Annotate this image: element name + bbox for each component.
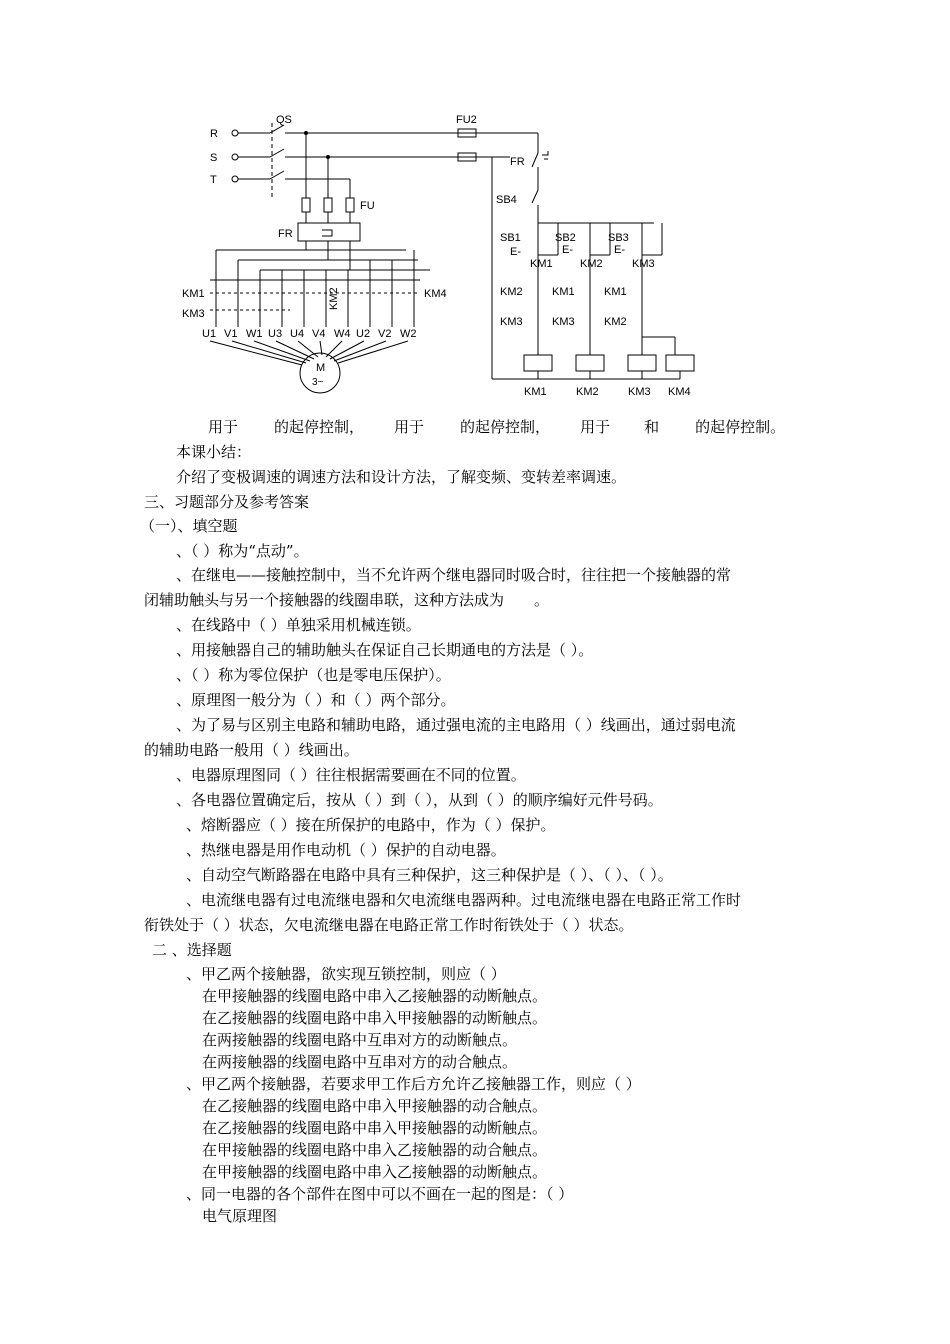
svg-text:KM1: KM1: [524, 386, 547, 398]
fill-item: 、为了易与区别主电路和辅助电路，通过强电流的主电路用（ ）线画出，通过弱电流: [176, 716, 736, 734]
qs-label: QS: [276, 114, 292, 126]
svg-text:KM1: KM1: [604, 286, 627, 298]
fill-item: 、自动空气断路器在电路中具有三种保护，这三种保护是（ ）、（ ）、（ ）。: [186, 866, 673, 884]
choice-option: 在甲接触器的线圈电路中串入乙接触器的动断触点。: [202, 987, 548, 1005]
choice-option: 在两接触器的线圈电路中互串对方的动合触点。: [202, 1053, 518, 1071]
fill-item-cont: 闭辅助触头与另一个接触器的线圈串联，这种方法成为 。: [144, 591, 550, 609]
choice-option: 在两接触器的线圈电路中互串对方的动断触点。: [202, 1031, 518, 1049]
svg-text:E-: E-: [510, 246, 521, 258]
choice-question: 、甲乙两个接触器，若要求甲工作后方允许乙接触器工作，则应（ ）: [186, 1075, 641, 1093]
svg-text:KM4: KM4: [668, 386, 691, 398]
coil-km4: [666, 355, 694, 371]
circuit-diagram: [180, 105, 740, 405]
fill-item: 、熔断器应（ ）接在所保护的电路中，作为（ ）保护。: [186, 816, 556, 834]
phase-r-label: R: [210, 128, 218, 140]
fill-blank-heading: （一）、填空题: [140, 517, 238, 535]
svg-text:V1: V1: [224, 328, 238, 340]
choice-question: 、同一电器的各个部件在图中可以不画在一起的图是：（ ）: [186, 1185, 574, 1203]
svg-text:KM3: KM3: [628, 386, 651, 398]
choice-option: 在甲接触器的线圈电路中串入乙接触器的动合触点。: [202, 1141, 548, 1159]
fill-item: 、电流继电器有过电流继电器和欠电流继电器两种。过电流继电器在电路正常工作时: [186, 891, 742, 909]
choice-option: 在乙接触器的线圈电路中串入甲接触器的动断触点。: [202, 1119, 548, 1137]
choice-option: 在甲接触器的线圈电路中串入乙接触器的动断触点。: [202, 1163, 548, 1181]
fr-control-label: FR: [510, 156, 525, 168]
km2-self-label: KM2: [580, 258, 603, 270]
svg-text:U4: U4: [290, 328, 305, 340]
intro-line: 用于 的起停控制， 用于 的起停控制， 用于 和 的起停控制。: [208, 418, 786, 436]
svg-text:W4: W4: [334, 328, 351, 340]
svg-text:U1: U1: [202, 328, 217, 340]
fill-item-cont: 衔铁处于（ ）状态，欠电流继电器在电路正常工作时衔铁处于（ ）状态。: [144, 916, 634, 934]
motor-m-label: M: [316, 362, 326, 374]
coil-km2: [576, 355, 604, 371]
fill-item: 、原理图一般分为（ ）和（ ）两个部分。: [176, 691, 456, 709]
fill-item: 、电器原理图同（ ）往往根据需要画在不同的位置。: [176, 766, 526, 784]
sb3-label: SB3: [608, 232, 629, 244]
fill-item: 、热继电器是用作电动机（ ）保护的自动电器。: [186, 841, 506, 859]
svg-text:KM1: KM1: [552, 286, 575, 298]
fill-item: 、在线路中（ ）单独采用机械连锁。: [176, 616, 421, 634]
choice-question: 、甲乙两个接触器，欲实现互锁控制，则应（ ）: [186, 965, 506, 983]
km1-self-label: KM1: [530, 258, 553, 270]
summary-text: 介绍了变极调速的调速方法和设计方法，了解变频、变转差率调速。: [176, 468, 627, 486]
fu2-label: FU2: [456, 114, 477, 126]
choice-option: 在乙接触器的线圈电路中串入甲接触器的动断触点。: [202, 1009, 548, 1027]
choice-option: 在乙接触器的线圈电路中串入甲接触器的动合触点。: [202, 1097, 548, 1115]
svg-text:KM2: KM2: [576, 386, 599, 398]
svg-text:E-: E-: [562, 244, 573, 256]
phase-t-label: T: [210, 174, 217, 186]
coil-km3: [628, 355, 656, 371]
km3-self-label: KM3: [632, 258, 655, 270]
fill-item: 、（ ）称为“点动”。: [176, 542, 309, 560]
fill-item: 、在继电——接触控制中，当不允许两个继电器同时吸合时，往往把一个接触器的常: [176, 566, 732, 584]
choice-option: 电气原理图: [202, 1207, 278, 1225]
km1-main-label: KM1: [182, 288, 205, 300]
motor-phase-label: 3~: [312, 377, 324, 388]
summary-title: 本课小结：: [176, 443, 252, 461]
section-3-heading: 三、习题部分及参考答案: [144, 493, 310, 511]
sb1-label: SB1: [500, 232, 521, 244]
svg-text:KM2: KM2: [604, 316, 627, 328]
main-contacts: [210, 250, 420, 327]
motor-terminals: [202, 328, 417, 340]
svg-text:KM2: KM2: [500, 286, 523, 298]
svg-text:U3: U3: [268, 328, 283, 340]
fr-label: FR: [278, 228, 293, 240]
km3-main-label: KM3: [182, 308, 205, 320]
choice-heading: 二 、选择题: [152, 941, 232, 959]
phase-s-label: S: [210, 152, 218, 164]
svg-text:KM3: KM3: [552, 316, 575, 328]
km2-main-label: KM2: [328, 287, 340, 310]
fill-item: 、（ ）称为零位保护（也是零电压保护）。: [176, 666, 451, 684]
sb2-label: SB2: [555, 232, 576, 244]
fill-item-cont: 的辅助电路一般用（ ）线画出。: [144, 741, 359, 759]
fu-label: FU: [360, 200, 375, 212]
fill-item: 、各电器位置确定后，按从（ ）到（ ），从到（ ）的顺序编好元件号码。: [176, 791, 663, 809]
svg-text:V4: V4: [312, 328, 326, 340]
km4-main-label: KM4: [424, 288, 447, 300]
fill-item: 、用接触器自己的辅助触头在保证自己长期通电的方法是（ ）。: [176, 641, 594, 659]
svg-text:KM3: KM3: [500, 316, 523, 328]
coil-km1: [524, 355, 552, 371]
svg-text:U2: U2: [356, 328, 371, 340]
svg-text:V2: V2: [378, 328, 392, 340]
svg-text:W1: W1: [246, 328, 263, 340]
sb4-label: SB4: [496, 194, 517, 206]
svg-text:E-: E-: [614, 244, 625, 256]
svg-text:W2: W2: [400, 328, 417, 340]
